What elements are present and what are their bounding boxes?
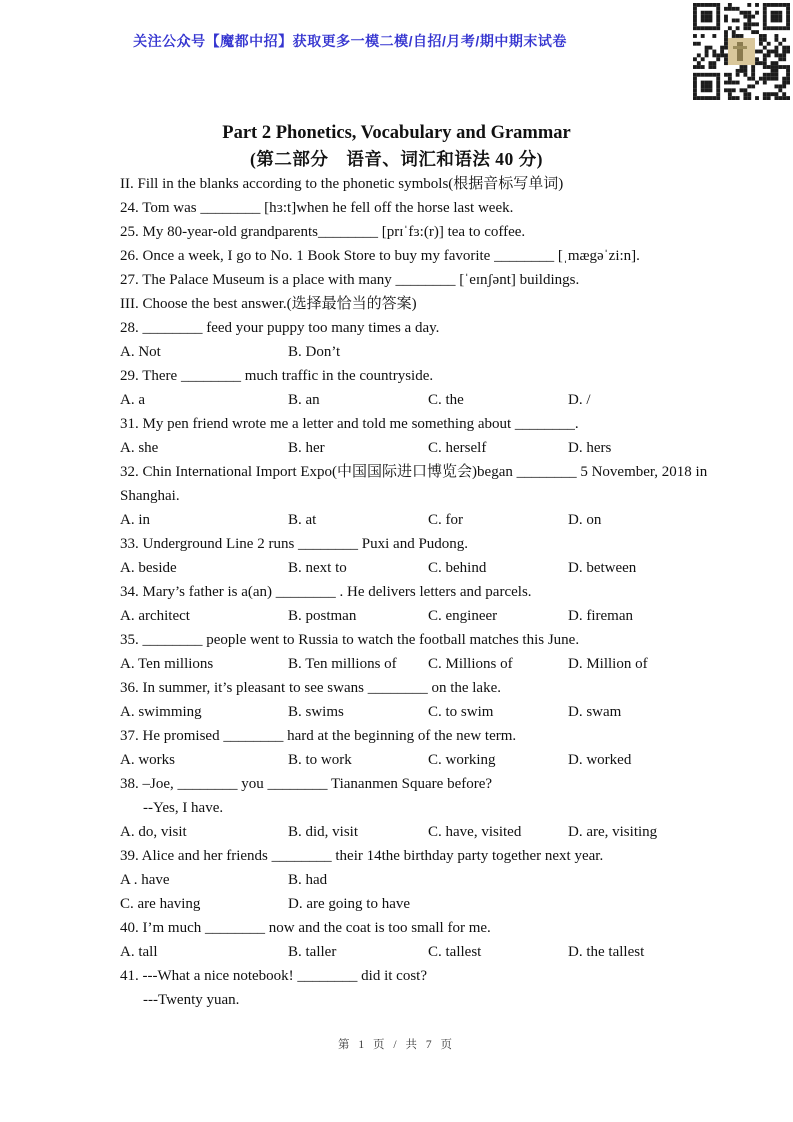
option-label: B. Ten millions of	[288, 656, 397, 672]
option-label: B. to work	[288, 752, 352, 768]
option-label: B. an	[288, 392, 320, 408]
question-text: 41. ---What a nice notebook! ________ did it cost?	[120, 968, 428, 984]
question-list	[120, 172, 740, 1012]
option-label: A. tall	[120, 944, 158, 960]
option-label: A. swimming	[120, 704, 202, 720]
question-text: 38. –Joe, ________ you ________ Tiananmen Square before?	[120, 776, 493, 792]
question-text: 28. ________ feed your puppy too many times a day.	[120, 320, 440, 336]
option-label: D. /	[568, 392, 591, 408]
option-label: B. postman	[288, 608, 357, 624]
option-label: D. swam	[568, 704, 622, 720]
page-subtitle: (第二部分 语音、词汇和语法 40 分)	[250, 149, 543, 169]
question-text: 37. He promised ________ hard at the beginning of the new term.	[120, 728, 517, 744]
option-label: B. Don’t	[288, 344, 341, 360]
page-title: Part 2 Phonetics, Vocabulary and Grammar	[222, 123, 571, 143]
option-label: A. Not	[120, 344, 161, 360]
option-label: A. in	[120, 512, 150, 528]
option-label: B. swims	[288, 704, 344, 720]
option-label: A. architect	[120, 608, 190, 624]
option-label: B. next to	[288, 560, 347, 576]
question-text: 27. The Palace Museum is a place with many ________ [ˈeɪnʃənt] buildings.	[120, 272, 580, 288]
option-label: C. for	[428, 512, 463, 528]
option-label: C. Millions of	[428, 656, 513, 672]
page-number: 第 1 页 / 共 7 页	[338, 1039, 455, 1051]
option-label: C. the	[428, 392, 464, 408]
question-text: 36. In summer, it’s pleasant to see swans ________ on the lake.	[120, 680, 501, 696]
option-label: B. her	[288, 440, 325, 456]
section-heading: II. Fill in the blanks according to the phonetic symbols(根据音标写单词)	[120, 176, 564, 192]
option-label: A. beside	[120, 560, 177, 576]
option-label: A. works	[120, 752, 175, 768]
options-row	[120, 556, 740, 580]
option-label: A. Ten millions	[120, 656, 214, 672]
question-text: 24. Tom was ________ [hɜ:t]when he fell off the horse last week.	[120, 200, 514, 216]
option-label: C. tallest	[428, 944, 482, 960]
option-label: A. she	[120, 440, 159, 456]
question-text: 34. Mary’s father is a(an) ________ . He delivers letters and parcels.	[120, 584, 532, 600]
option-label: A. do, visit	[120, 824, 187, 840]
page-heading	[0, 120, 793, 172]
option-label: D. fireman	[568, 608, 633, 624]
option-label: D. are, visiting	[568, 824, 658, 840]
question-text: 25. My 80-year-old grandparents________ [prɪˈfɜ:(r)] tea to coffee.	[120, 224, 526, 240]
option-label: C. engineer	[428, 608, 498, 624]
options-row	[120, 868, 740, 892]
option-label: D. are going to have	[288, 896, 411, 912]
option-label: A. a	[120, 392, 145, 408]
options-row	[120, 748, 740, 772]
question-text: --Yes, I have.	[143, 800, 224, 816]
question-text: 33. Underground Line 2 runs ________ Puxi and Pudong.	[120, 536, 469, 552]
question-text: 35. ________ people went to Russia to watch the football matches this June.	[120, 632, 580, 648]
option-label: D. hers	[568, 440, 612, 456]
qr-code	[693, 3, 790, 100]
option-label: C. are having	[120, 896, 201, 912]
option-label: B. at	[288, 512, 317, 528]
options-row	[120, 340, 740, 364]
options-row	[120, 508, 740, 532]
question-text: 29. There ________ much traffic in the countryside.	[120, 368, 434, 384]
options-row	[120, 652, 740, 676]
option-label: C. to swim	[428, 704, 494, 720]
options-row	[120, 820, 740, 844]
section-heading: III. Choose the best answer.(选择最恰当的答案)	[120, 296, 417, 312]
question-text: Shanghai.	[120, 488, 180, 504]
question-text: 39. Alice and her friends ________ their 14the birthday party together next year.	[120, 848, 604, 864]
options-row	[120, 436, 740, 460]
option-label: D. worked	[568, 752, 632, 768]
options-row	[120, 940, 740, 964]
option-label: C. have, visited	[428, 824, 522, 840]
question-text: 31. My pen friend wrote me a letter and told me something about ________.	[120, 416, 579, 432]
option-label: B. had	[288, 872, 328, 888]
option-label: A . have	[120, 872, 170, 888]
option-label: B. taller	[288, 944, 337, 960]
option-label: C. herself	[428, 440, 487, 456]
option-label: D. the tallest	[568, 944, 645, 960]
options-row	[120, 892, 740, 916]
option-label: D. on	[568, 512, 602, 528]
question-text: 40. I’m much ________ now and the coat is too small for me.	[120, 920, 491, 936]
promo-header-text: 关注公众号【魔都中招】获取更多一模二模/自招/月考/期中期末试卷	[133, 33, 567, 49]
question-text: ---Twenty yuan.	[143, 992, 240, 1008]
option-label: D. Million of	[568, 656, 648, 672]
options-row	[120, 700, 740, 724]
options-row	[120, 604, 740, 628]
option-label: B. did, visit	[288, 824, 359, 840]
option-label: C. working	[428, 752, 496, 768]
question-text: 32. Chin International Import Expo(中国国际进口博览会)began ________ 5 November, 2018 in	[120, 464, 708, 480]
option-label: D. between	[568, 560, 637, 576]
question-text: 26. Once a week, I go to No. 1 Book Store to buy my favorite ________ [ˌmægəˈzi:n].	[120, 248, 640, 264]
options-row	[120, 388, 740, 412]
option-label: C. behind	[428, 560, 487, 576]
